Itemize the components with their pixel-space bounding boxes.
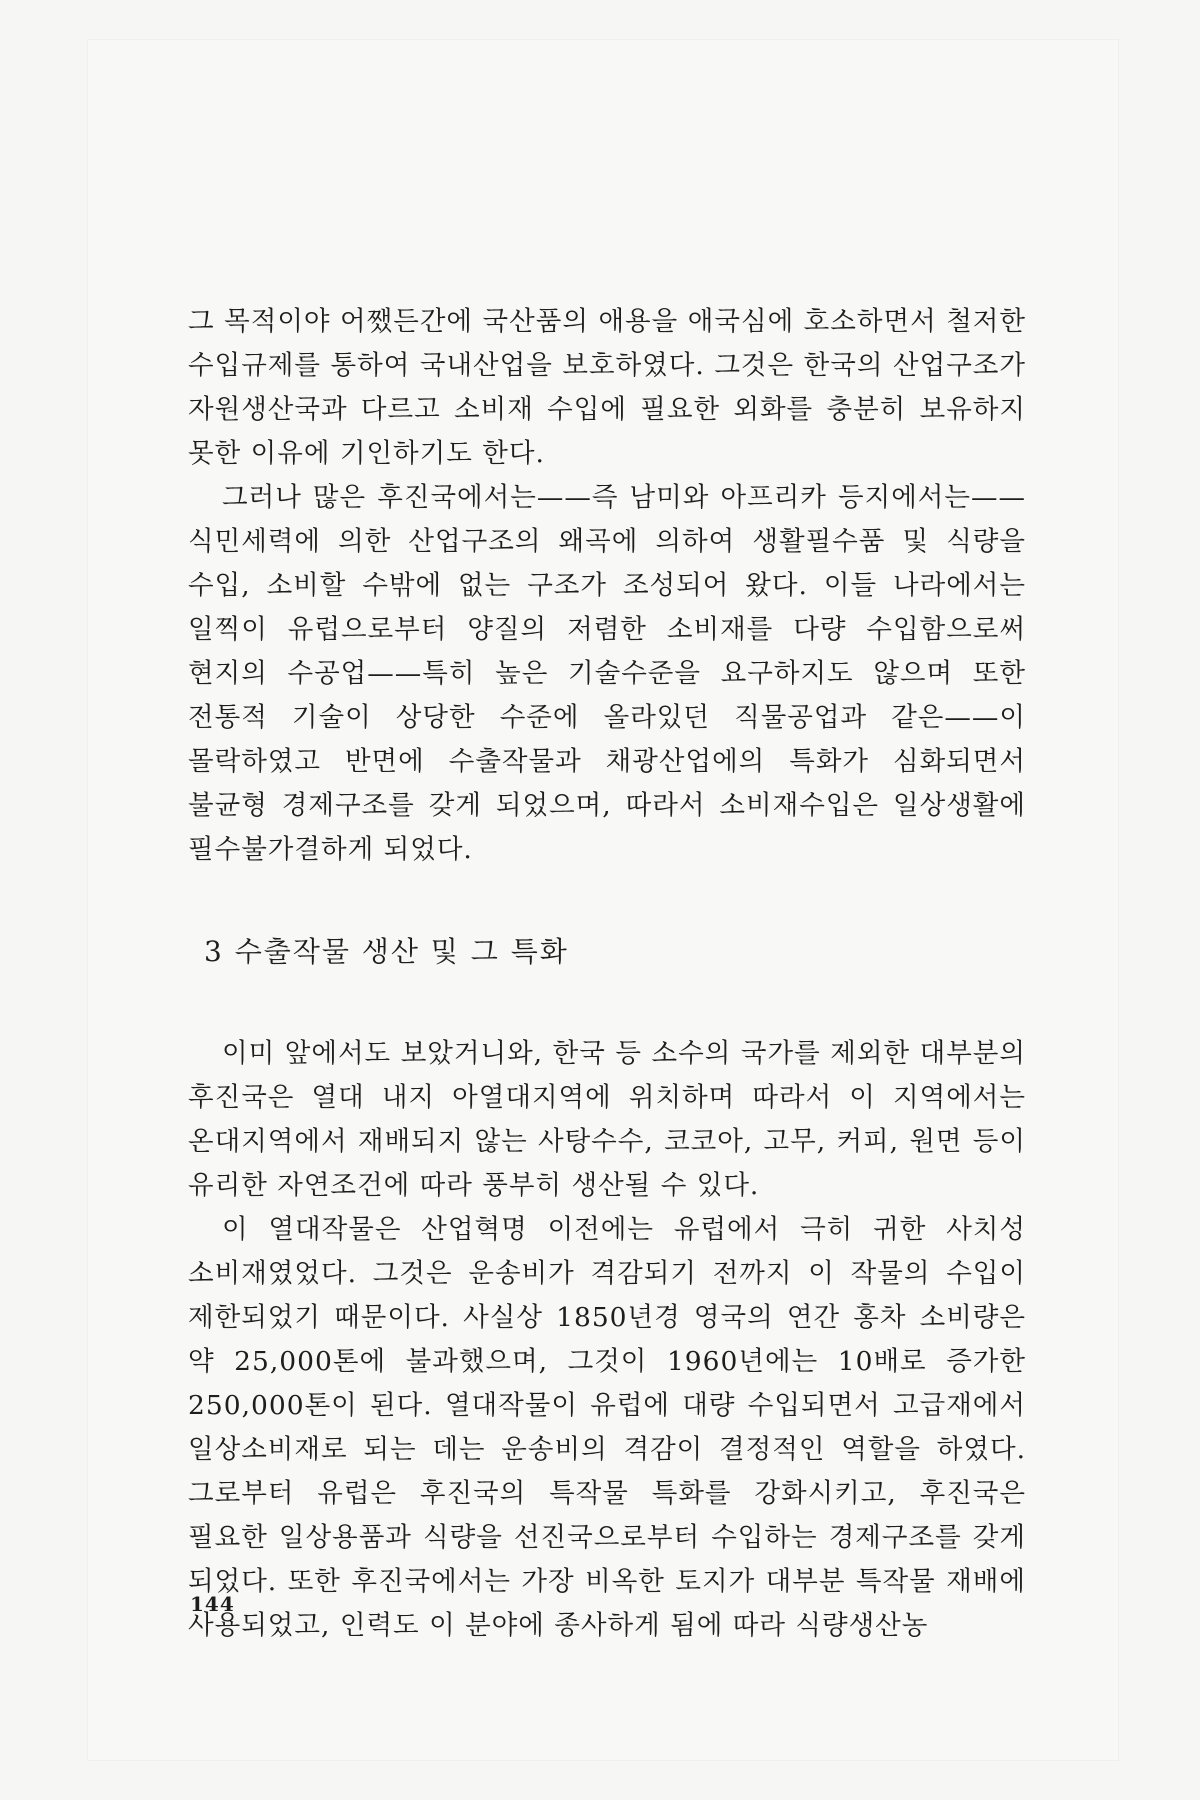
body-text (188, 300, 1026, 1648)
paragraph-3: 이미 앞에서도 보았거니와, 한국 등 소수의 국가를 제외한 대부분의 후진국은 열대 내지 아열대지역에 위치하며 따라서 이 지역에서는 온대지역에서 재배되지 않는 사탕수수, 코코아, 고무, 커피, 원면 등이 유리한 자연조건에 따라 풍부히 생산될 수 있다. (188, 1038, 1026, 1201)
section-heading: 3 수출작물 생산 및 그 특화 (204, 935, 569, 968)
paragraph-2: 그러나 많은 후진국에서는——즉 남미와 아프리카 등지에서는——식민세력에 의한 산업구조의 왜곡에 의하여 생활필수품 및 식량을 수입, 소비할 수밖에 없는 구조가 조성되어 왔다. 이들 나라에서는 일찍이 유럽으로부터 양질의 저렴한 소비재를 다량 수입함으로써 현지의 수공업——특히 높은 기술수준을 요구하지도 않으며 또한 전통적 기술이 상당한 수준에 올라있던 직물공업과 같은——이 몰락하였고 반면에 수출작물과 채광산업에의 특화가 심화되면서 불균형 경제구조를 갖게 되었으며, 따라서 소비재수입은 일상생활에 필수불가결하게 되었다. (188, 482, 1026, 865)
paragraph-1: 그 목적이야 어쨌든간에 국산품의 애용을 애국심에 호소하면서 철저한 수입규제를 통하여 국내산업을 보호하였다. 그것은 한국의 산업구조가 자원생산국과 다르고 소비재 수입에 필요한 외화를 충분히 보유하지 못한 이유에 기인하기도 한다. (188, 306, 1026, 469)
page-number: 144 (190, 1592, 235, 1616)
paragraph-4: 이 열대작물은 산업혁명 이전에는 유럽에서 극히 귀한 사치성 소비재였었다. 그것은 운송비가 격감되기 전까지 이 작물의 수입이 제한되었기 때문이다. 사실상 1850년경 영국의 연간 홍차 소비량은 약 25,000톤에 불과했으며, 그것이 1960년에는 10배로 증가한 250,000톤이 된다. 열대작물이 유럽에 대량 수입되면서 고급재에서 일상소비재로 되는 데는 운송비의 격감이 결정적인 역할을 하였다. 그로부터 유럽은 후진국의 특작물 특화를 강화시키고, 후진국은 필요한 일상용품과 식량을 선진국으로부터 수입하는 경제구조를 갖게 되었다. 또한 후진국에서는 가장 비옥한 토지가 대부분 특작물 재배에 사용되었고, 인력도 이 분야에 종사하게 됨에 따라 식량생산농 (188, 1214, 1026, 1641)
